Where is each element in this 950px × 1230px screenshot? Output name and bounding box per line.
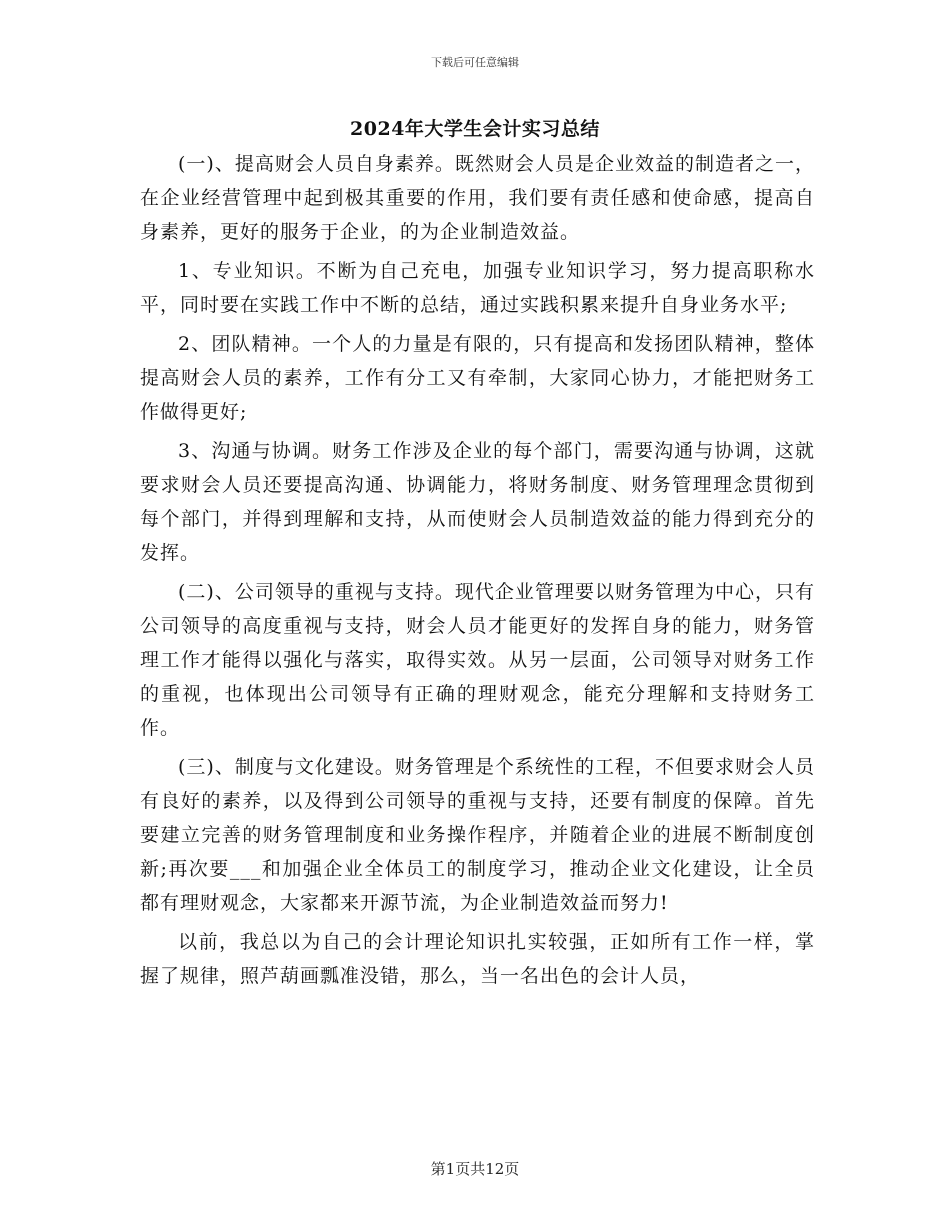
- paragraph-4: 3、沟通与协调。财务工作涉及企业的每个部门，需要沟通与协调，这就要求财会人员还要提高沟通、协调能力，将财务制度、财务管理理念贯彻到每个部门，并得到理解和支持，从而使财会人员制造效益的能力得到充分的发挥。: [140, 440, 815, 564]
- paragraph-7: 以前，我总以为自己的会计理论知识扎实较强，正如所有工作一样，掌握了规律，照芦葫画瓢准没错，那么，当一名出色的会计人员，: [140, 931, 815, 987]
- page-footer: 第1页共12页: [430, 1160, 520, 1178]
- document-body: [140, 147, 815, 998]
- paragraph-3: 2、团队精神。一个人的力量是有限的，只有提高和发扬团队精神，整体提高财会人员的素养，工作有分工又有牵制，大家同心协力，才能把财务工作做得更好;: [140, 333, 815, 423]
- paragraph-6: (三)、制度与文化建设。财务管理是个系统性的工程，不但要求财会人员有良好的素养，以及得到公司领导的重视与支持，还要有制度的保障。首先要建立完善的财务管理制度和业务操作程序，并随着企业的进展不断制度创新;再次要___和加强企业全体员工的制度学习，推动企业文化建设，让全员都有理财观念，大家都来开源节流，为企业制造效益而努力!: [140, 756, 815, 914]
- paragraph-5: (二)、公司领导的重视与支持。现代企业管理要以财务管理为中心，只有公司领导的高度重视与支持，财会人员才能更好的发挥自身的能力，财务管理工作才能得以强化与落实，取得实效。从另一层面，公司领导对财务工作的重视，也体现出公司领导有正确的理财观念，能充分理解和支持财务工作。: [140, 581, 815, 739]
- paragraph-1: (一)、提高财会人员自身素养。既然财会人员是企业效益的制造者之一，在企业经营管理中起到极其重要的作用，我们要有责任感和使命感，提高自身素养，更好的服务于企业，的为企业制造效益。: [140, 153, 815, 243]
- document-title: 2024年大学生会计实习总结: [350, 118, 600, 140]
- header-note: 下载后可任意编辑: [431, 56, 519, 69]
- paragraph-2: 1、专业知识。不断为自己充电，加强专业知识学习，努力提高职称水平，同时要在实践工作中不断的总结，通过实践积累来提升自身业务水平;: [140, 260, 815, 316]
